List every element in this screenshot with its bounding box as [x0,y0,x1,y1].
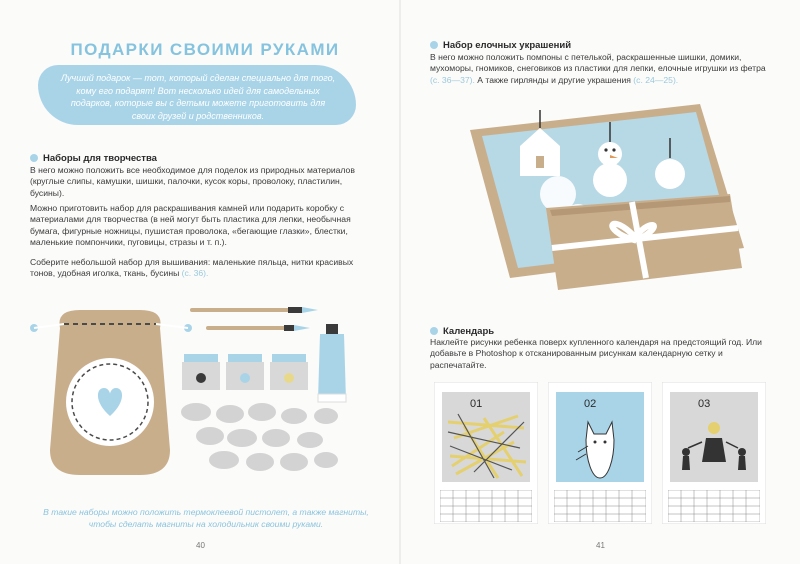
calendar-grid-icon [554,490,646,522]
bullet-dot-icon [430,41,438,49]
section-heading-label: Набор елочных украшений [443,40,572,51]
paragraph-embroidery [30,257,370,280]
paint-jars-icon [182,354,308,390]
paragraph-stone-painting: Можно приготовить набор для раскрашивания камней или подарить коробку с материалами для творчества (в ней могут быть пластика для лепки, необычная бумага, фигурные ножницы, пушистая проволока, «бегающие глазки», блестки, маленькие помпончики, пуговицы, стразы и т. п.). [30,203,351,248]
paragraph-natural-materials: В него можно положить все необходимое для поделок из природных материалов (круглые слипы, камушки, шишки, палочки, кусок коры, проволоку, пластилин, бусины). [30,165,355,198]
page-reference: (с. 36—37). [430,74,475,85]
calendar-grid-icon [440,490,532,522]
paragraph-embroidery-text: Соберите небольшой набор для вышивания: маленькие пяльца, нитки красивых тонов, удобная иголка, ткань, бусины [30,257,354,279]
closed-gift-box-icon [546,194,742,290]
caption: В такие наборы можно положить термоклеевой пистолет, а также магниты, чтобы сделать магниты на холодильник своими руками. [43,507,369,529]
page-number: 41 [596,541,605,550]
calendar-month-number: 01 [470,398,483,410]
page-reference: (с. 36). [181,268,209,279]
paintbrush-icon [190,307,318,331]
section-heading-label: Наборы для творчества [43,153,157,164]
lead-text: Лучший подарок — тот, который сделан специально для того, кому его подарят! Вот несколько идей для самодельных подарков, которые вы с детьми можете приготовить для своих друзей и родственников. [60,73,336,121]
paragraph-ornaments-text-2: А также гирлянды и другие украшения [477,74,631,85]
calendar-grid-icon [668,490,760,522]
page-reference: (с. 24—25). [633,74,679,85]
calendar-page-02 [548,382,652,524]
paragraph-calendar: Наклейте рисунки ребенка поверх купленного календаря на предстоящий год. Или добавьте в Photoshop к отсканированным рисункам календарную сетку и распечатайте. [430,337,762,370]
calendar-month-number: 02 [584,398,597,410]
bullet-dot-icon [430,327,438,335]
page-number: 40 [196,541,205,550]
paragraph-ornaments [430,52,770,86]
calendar-page-03 [662,382,766,524]
section-heading-calendar [430,326,494,337]
section-heading-label: Календарь [443,326,495,337]
paint-tube-icon [318,324,346,402]
calendar-page-01 [434,382,538,524]
bullet-dot-icon [30,154,38,162]
gift-box-illustration [460,98,750,310]
section-heading-ornaments [430,40,571,51]
paragraph-ornaments-text: В него можно положить помпоны с петелькой, раскрашенные шишки, домики, мухоморы, гномиков, снеговиков из пластики для лепки, елочные игрушки из фетра [430,52,766,74]
page-title: ПОДАРКИ СВОИМИ РУКАМИ [70,40,340,59]
section-heading-craft-kits [30,153,157,164]
kraft-pouch-icon [30,310,192,475]
right-page [400,0,800,564]
calendar-month-number: 03 [698,398,711,410]
craft-supplies-illustration [20,290,380,500]
pebbles-icon [181,403,338,471]
